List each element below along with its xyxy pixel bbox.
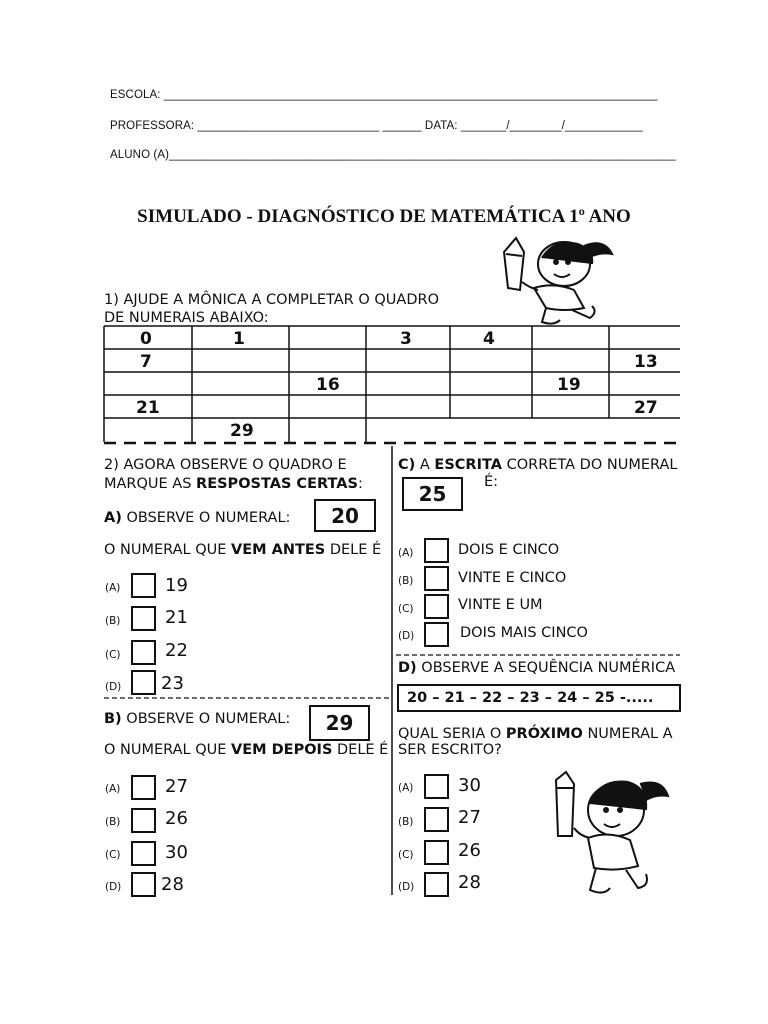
qc-number-box: 25 [402, 477, 463, 511]
checkbox[interactable] [131, 670, 156, 695]
grid-cell: 13 [634, 352, 658, 372]
option-letter: (C) [398, 849, 414, 861]
option-letter: (B) [105, 615, 121, 627]
qd-prompt: QUAL SERIA O PRÓXIMO NUMERAL A [398, 726, 673, 742]
checkbox[interactable] [131, 573, 156, 598]
option-letter: (D) [398, 630, 415, 642]
option-value: DOIS E CINCO [458, 542, 560, 558]
option-letter: (C) [105, 849, 121, 861]
q2-line1: 2) AGORA OBSERVE O QUADRO E [104, 457, 347, 473]
grid-cell: 3 [400, 329, 412, 349]
option-letter: (C) [105, 649, 121, 661]
checkbox[interactable] [131, 640, 156, 665]
option-letter: (B) [398, 575, 414, 587]
qb-heading: B) OBSERVE O NUMERAL: [104, 711, 291, 727]
option-letter: (A) [105, 582, 121, 594]
q2-line2: MARQUE AS RESPOSTAS CERTAS: [104, 476, 363, 492]
option-letter: (D) [105, 681, 122, 693]
grid-cell: 7 [140, 352, 152, 372]
page-title: SIMULADO - DIAGNÓSTICO DE MATEMÁTICA 1º ANO [137, 206, 631, 227]
qc-heading: C) A ESCRITA CORRETA DO NUMERAL [398, 457, 678, 473]
qa-number-box: 20 [314, 499, 376, 532]
grid-cell: 19 [557, 375, 581, 395]
option-letter: (A) [398, 547, 414, 559]
professora-line: PROFESSORA: ____________________________ ______ DATA: _______/________/____________ [110, 120, 643, 132]
aluno-line: ALUNO (A)______________________________________________________________________________ [110, 149, 676, 161]
checkbox[interactable] [424, 774, 449, 799]
option-value: 28 [161, 874, 184, 895]
grid-cell: 16 [316, 375, 340, 395]
option-letter: (B) [105, 816, 121, 828]
checkbox[interactable] [424, 872, 449, 897]
option-value: 26 [165, 808, 188, 829]
sequence-box: 20 – 21 – 22 – 23 – 24 – 25 -..... [397, 684, 681, 712]
option-value: 26 [458, 840, 481, 861]
grid-cell: 21 [136, 398, 160, 418]
grid-cell: 27 [634, 398, 658, 418]
qa-heading: A) OBSERVE O NUMERAL: [104, 510, 291, 526]
option-value: 30 [165, 842, 188, 863]
checkbox[interactable] [131, 606, 156, 631]
q1-line1: 1) AJUDE A MÔNICA A COMPLETAR O QUADRO [104, 292, 439, 308]
option-letter: (B) [398, 816, 414, 828]
option-letter: (D) [105, 881, 122, 893]
qb-prompt: O NUMERAL QUE VEM DEPOIS DELE É [104, 742, 389, 758]
option-letter: (A) [105, 783, 121, 795]
option-value: 19 [165, 575, 188, 596]
option-value: DOIS MAIS CINCO [460, 625, 588, 641]
option-letter: (A) [398, 782, 414, 794]
checkbox[interactable] [424, 807, 449, 832]
option-value: 28 [458, 872, 481, 893]
checkbox[interactable] [131, 808, 156, 833]
checkbox[interactable] [131, 775, 156, 800]
escola-line: ESCOLA: ____________________________________________________________________________ [110, 89, 658, 101]
option-letter: (D) [398, 881, 415, 893]
qb-number-box: 29 [309, 705, 370, 741]
grid-cell: 1 [233, 329, 245, 349]
qa-prompt: O NUMERAL QUE VEM ANTES DELE É [104, 542, 382, 558]
qd-heading: D) OBSERVE A SEQUÊNCIA NUMÉRICA [398, 660, 676, 676]
monica-illustration-bottom [546, 770, 680, 900]
qc-e: É: [484, 474, 499, 490]
option-value: 27 [165, 776, 188, 797]
option-value: 21 [165, 607, 188, 628]
checkbox[interactable] [424, 538, 449, 563]
option-letter: (C) [398, 603, 414, 615]
checkbox[interactable] [131, 872, 156, 897]
checkbox[interactable] [424, 840, 449, 865]
q1-line2: DE NUMERAIS ABAIXO: [104, 310, 269, 326]
option-value: 22 [165, 640, 188, 661]
qd-prompt-line2: SER ESCRITO? [398, 742, 502, 758]
option-value: VINTE E CINCO [458, 570, 567, 586]
option-value: 30 [458, 775, 481, 796]
grid-cell: 4 [483, 329, 495, 349]
checkbox[interactable] [424, 594, 449, 619]
checkbox[interactable] [131, 841, 156, 866]
option-value: 27 [458, 807, 481, 828]
option-value: 23 [161, 673, 184, 694]
grid-cell: 0 [140, 329, 152, 349]
checkbox[interactable] [424, 566, 449, 591]
grid-cell: 29 [230, 421, 254, 441]
option-value: VINTE E UM [458, 597, 543, 613]
checkbox[interactable] [424, 622, 449, 647]
